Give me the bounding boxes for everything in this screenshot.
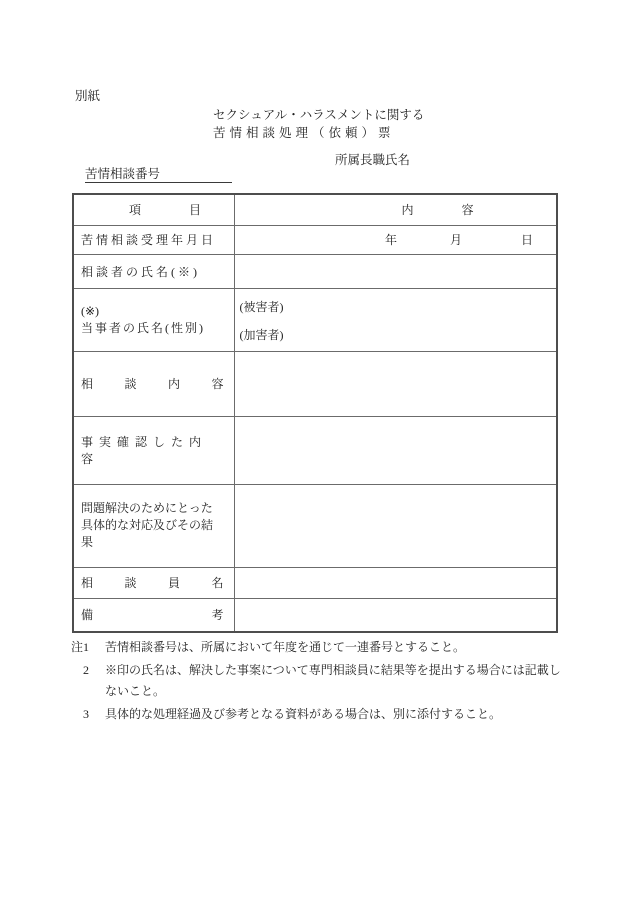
consulter-name-value-cell — [234, 254, 557, 288]
row-counselor-name — [73, 567, 557, 598]
attachment-label: 別紙 — [75, 89, 101, 103]
footnotes — [63, 637, 563, 727]
table-header-content: 内 容 — [234, 194, 557, 225]
note-text: ※印の氏名は、解決した事案について専門相談員に結果等を提出する場合には記載しないこと。 — [105, 663, 561, 698]
remarks-value-cell — [234, 598, 557, 632]
note-item — [63, 637, 563, 658]
form-title-line1: セクシュアル・ハラスメントに関する — [213, 108, 425, 122]
row-remarks — [73, 598, 557, 632]
note-marker: 注1 — [70, 640, 89, 654]
date-month-label: 月 — [449, 233, 462, 247]
note-item — [63, 704, 563, 725]
consultation-content-value-cell — [234, 351, 557, 416]
date-line — [235, 231, 557, 248]
counselor-name-label: 相 談 員 名 — [73, 567, 234, 598]
date-day-label: 日 — [520, 233, 533, 247]
case-number-field — [85, 164, 232, 183]
actions-taken-label-line2: 具体的な対応及びその結果 — [81, 518, 214, 549]
note-marker: 3 — [83, 707, 89, 721]
counselor-name-value-cell — [234, 567, 557, 598]
note-text: 具体的な処理経過及び参考となる資料がある場合は、別に添付すること。 — [105, 707, 502, 721]
actions-taken-label — [73, 484, 234, 567]
row-actions-taken — [73, 484, 557, 567]
confirmed-facts-value-cell — [234, 416, 557, 484]
row-consultation-content — [73, 351, 557, 416]
consultation-content-label: 相 談 内 容 — [73, 351, 234, 416]
row-acceptance-date — [73, 225, 557, 254]
row-parties — [73, 288, 557, 351]
date-year-label: 年 — [384, 233, 397, 247]
note-text: 苦情相談番号は、所属において年度を通じて一連番号とすること。 — [105, 640, 466, 654]
form-title — [213, 106, 424, 142]
note-marker: 2 — [83, 663, 89, 677]
offender-label: (加害者) — [239, 327, 284, 342]
row-consulter-name — [73, 254, 557, 288]
case-number-label: 苦情相談番号 — [85, 167, 161, 181]
table-header-row — [73, 194, 557, 225]
note-item — [63, 660, 563, 702]
complaint-form-table — [72, 193, 558, 633]
parties-label — [73, 288, 234, 351]
form-title-line2: 苦情相談処理（依頼）票 — [213, 126, 395, 140]
parties-value-cell — [234, 288, 557, 351]
confirmed-facts-label: 事実確認した内容 — [73, 416, 234, 484]
acceptance-date-value-cell — [234, 225, 557, 254]
row-confirmed-facts — [73, 416, 557, 484]
remarks-label: 備 考 — [73, 598, 234, 632]
addressee-label: 所属長職氏名 — [335, 153, 411, 167]
actions-taken-label-line1: 問題解決のためにとった — [81, 501, 213, 515]
table-header-item: 項 目 — [73, 194, 234, 225]
parties-label-mark: (※) — [81, 303, 100, 318]
acceptance-date-label: 苦情相談受理年月日 — [73, 225, 234, 254]
consulter-name-label: 相談者の氏名(※) — [73, 254, 234, 288]
actions-taken-value-cell — [234, 484, 557, 567]
victim-label: (被害者) — [239, 299, 284, 314]
parties-label-text: 当事者の氏名(性別) — [81, 320, 205, 335]
